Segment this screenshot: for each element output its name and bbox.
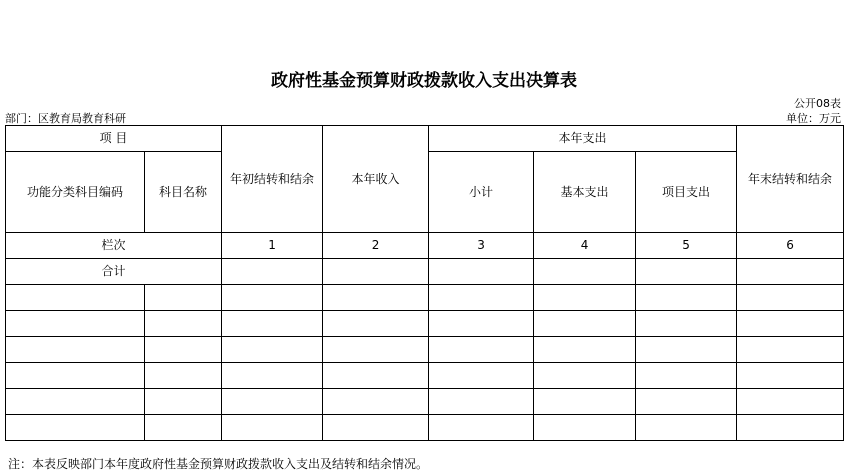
header-basic: 基本支出 bbox=[534, 152, 636, 233]
table-cell bbox=[323, 389, 429, 415]
table-cell bbox=[636, 285, 737, 311]
table-cell bbox=[429, 363, 534, 389]
header-income: 本年收入 bbox=[323, 126, 429, 233]
unit-label: 单位：万元 bbox=[786, 112, 841, 125]
total-cell bbox=[429, 259, 534, 285]
total-cell bbox=[222, 259, 323, 285]
table-cell bbox=[145, 415, 222, 441]
table-cell bbox=[6, 337, 145, 363]
table-cell bbox=[323, 415, 429, 441]
header-begin-balance-text: 年初结转和结余 bbox=[230, 171, 315, 186]
table-cell bbox=[636, 415, 737, 441]
column-number-6: 6 bbox=[737, 233, 844, 259]
table-cell bbox=[429, 311, 534, 337]
table-cell bbox=[6, 389, 145, 415]
column-number-3: 3 bbox=[429, 233, 534, 259]
header-begin-balance bbox=[222, 126, 323, 233]
final-accounts-table bbox=[5, 125, 844, 441]
table-cell bbox=[737, 311, 844, 337]
header-expenditure-group: 本年支出 bbox=[429, 126, 737, 152]
table-cell bbox=[429, 337, 534, 363]
table-cell bbox=[323, 311, 429, 337]
empty-rows-body bbox=[6, 285, 844, 441]
table-row bbox=[6, 389, 844, 415]
table-cell bbox=[534, 363, 636, 389]
table-cell bbox=[145, 337, 222, 363]
table-cell bbox=[636, 311, 737, 337]
report-title: 政府性基金预算财政拨款收入支出决算表 bbox=[271, 71, 577, 91]
table-cell bbox=[429, 285, 534, 311]
table-cell bbox=[323, 363, 429, 389]
table-cell bbox=[534, 285, 636, 311]
table-cell bbox=[636, 389, 737, 415]
table-cell bbox=[222, 337, 323, 363]
table-row bbox=[6, 311, 844, 337]
department-label: 部门：区教育局教育科研 bbox=[5, 112, 126, 125]
table-cell bbox=[737, 337, 844, 363]
table-row bbox=[6, 363, 844, 389]
table-cell bbox=[737, 415, 844, 441]
table-cell bbox=[6, 285, 145, 311]
total-cell bbox=[323, 259, 429, 285]
table-cell bbox=[737, 285, 844, 311]
table-cell bbox=[737, 363, 844, 389]
header-subtotal: 小计 bbox=[429, 152, 534, 233]
total-cell bbox=[636, 259, 737, 285]
table-cell bbox=[636, 337, 737, 363]
header-row-1 bbox=[6, 126, 844, 152]
table-cell bbox=[222, 285, 323, 311]
table-cell bbox=[222, 363, 323, 389]
table-cell bbox=[145, 389, 222, 415]
table-cell bbox=[222, 389, 323, 415]
total-row bbox=[6, 259, 844, 285]
table-cell bbox=[6, 415, 145, 441]
table-cell bbox=[145, 285, 222, 311]
table-cell bbox=[534, 389, 636, 415]
column-number-1: 1 bbox=[222, 233, 323, 259]
table-cell bbox=[534, 311, 636, 337]
table-cell bbox=[429, 389, 534, 415]
table-cell bbox=[737, 389, 844, 415]
header-subject-name: 科目名称 bbox=[145, 152, 222, 233]
total-cell bbox=[534, 259, 636, 285]
column-number-4: 4 bbox=[534, 233, 636, 259]
table-row bbox=[6, 285, 844, 311]
table-cell bbox=[534, 337, 636, 363]
header-item: 项 目 bbox=[6, 126, 222, 152]
table-cell bbox=[534, 415, 636, 441]
table-cell bbox=[222, 415, 323, 441]
total-cell bbox=[737, 259, 844, 285]
column-number-row bbox=[6, 233, 844, 259]
column-number-2: 2 bbox=[323, 233, 429, 259]
table-cell bbox=[6, 311, 145, 337]
header-end-balance: 年末结转和结余 bbox=[737, 126, 844, 233]
table-cell bbox=[145, 363, 222, 389]
table-row bbox=[6, 415, 844, 441]
table-row bbox=[6, 337, 844, 363]
table-cell bbox=[145, 311, 222, 337]
table-cell bbox=[6, 363, 145, 389]
table-cell bbox=[429, 415, 534, 441]
table-cell bbox=[222, 311, 323, 337]
header-project: 项目支出 bbox=[636, 152, 737, 233]
table-cell bbox=[323, 337, 429, 363]
table-cell bbox=[323, 285, 429, 311]
footnote: 注：本表反映部门本年度政府性基金预算财政拨款收入支出及结转和结余情况。 bbox=[8, 457, 429, 471]
table-cell bbox=[636, 363, 737, 389]
header-func-code: 功能分类科目编码 bbox=[6, 152, 145, 233]
column-number-5: 5 bbox=[636, 233, 737, 259]
form-number: 公开08表 bbox=[794, 97, 841, 110]
total-label: 合计 bbox=[6, 259, 222, 285]
column-number-label: 栏次 bbox=[6, 233, 222, 259]
